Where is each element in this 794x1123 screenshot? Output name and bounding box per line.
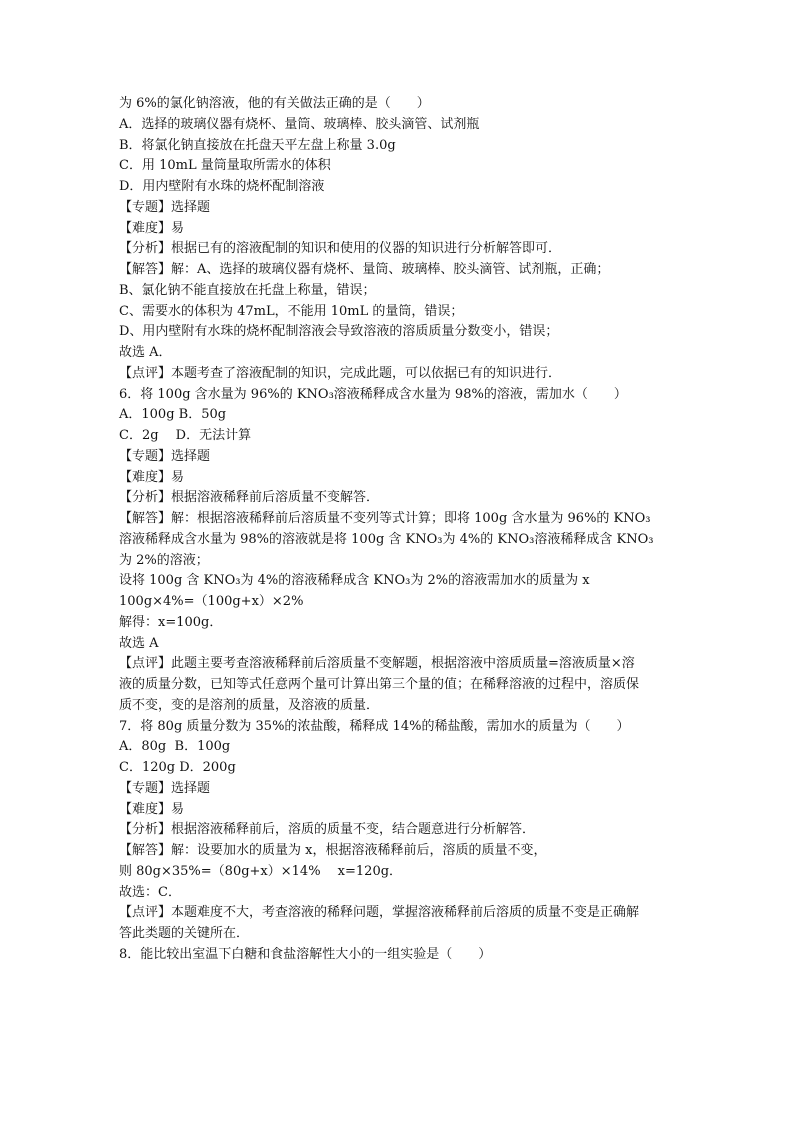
answer-line: B、氯化钠不能直接放在托盘上称量，错误； bbox=[119, 282, 376, 298]
option-line: C．用 10mL 量筒量取所需水的体积 bbox=[119, 158, 331, 174]
difficulty-line: 【难度】易 bbox=[119, 469, 185, 485]
text-line: 为 6%的氯化钠溶液，他的有关做法正确的是（ ） bbox=[119, 96, 430, 111]
question-8: 8．能比较出室温下白糖和食盐溶解性大小的一组实验是（ ） bbox=[119, 946, 492, 962]
option-line: C．2g D．无法计算 bbox=[119, 428, 252, 443]
answer-line: 【解答】解：A、选择的玻璃仪器有烧杯、量筒、玻璃棒、胶头滴管、试剂瓶，正确； bbox=[119, 262, 610, 277]
choice-line: 故选 A． bbox=[119, 345, 172, 360]
answer-line: 【解答】解：设要加水的质量为 x，根据溶液稀释前后，溶质的质量不变， bbox=[119, 843, 547, 858]
question-7: 7．将 80g 质量分数为 35%的浓盐酸，稀释成 14%的稀盐酸，需加水的质量为（ ） bbox=[119, 718, 630, 734]
analysis-line: 【分析】根据已有的溶液配制的知识和使用的仪器的知识进行分析解答即可． bbox=[119, 241, 562, 257]
option-line: C．120g D．200g bbox=[119, 760, 236, 775]
answer-line: 设将 100g 含 KNO₃为 4%的溶液稀释成含 KNO₃为 2%的溶液需加水的质量为 x bbox=[119, 573, 590, 589]
topic-line: 【专题】选择题 bbox=[119, 780, 211, 796]
solution-line: 解得：x=100g． bbox=[119, 614, 223, 630]
answer-line: D、用内壁附有水珠的烧杯配制溶液会导致溶液的溶质质量分数变小，错误； bbox=[119, 324, 559, 340]
equation-line: 则 80g×35%=（80g+x）×14% x=120g． bbox=[119, 863, 403, 879]
option-line: B．将氯化钠直接放在托盘天平左盘上称量 3.0g bbox=[119, 137, 396, 153]
analysis-line: 【分析】根据溶液稀释前后溶质量不变解答． bbox=[119, 490, 380, 506]
choice-line: 故选：C． bbox=[119, 884, 181, 900]
comment-line: 质不变，变的是溶剂的质量，及溶液的质量． bbox=[119, 697, 380, 713]
option-line: A．100g B．50g bbox=[119, 407, 227, 423]
document-body bbox=[119, 94, 679, 966]
comment-line: 【点评】本题考查了溶液配制的知识，完成此题，可以依据已有的知识进行． bbox=[119, 365, 562, 381]
answer-line: 【解答】解：根据溶液稀释前后溶质量不变列等式计算；即将 100g 含水量为 96%的 KNO₃ bbox=[119, 511, 651, 526]
answer-line: 为 2%的溶液； bbox=[119, 552, 209, 568]
answer-line: C、需要水的体积为 47mL，不能用 10mL 的量筒，错误； bbox=[119, 303, 464, 319]
comment-line: 【点评】此题主要考查溶液稀释前后溶质量不变解题，根据溶液中溶质质量=溶液质量×溶 bbox=[119, 656, 635, 672]
comment-line: 【点评】本题难度不大，考查溶液的稀释问题，掌握溶液稀释前后溶质的质量不变是正确解 bbox=[119, 905, 640, 921]
answer-line: 溶液稀释成含水量为 98%的溶液就是将 100g 含 KNO₃为 4%的 KNO₃溶液稀释成含 KNO₃ bbox=[119, 531, 654, 547]
option-line: A．80g B．100g bbox=[119, 739, 231, 755]
comment-line: 答此类题的关键所在． bbox=[119, 926, 250, 941]
option-line: A．选择的玻璃仪器有烧杯、量筒、玻璃棒、胶头滴管、试剂瓶 bbox=[119, 116, 480, 132]
topic-line: 【专题】选择题 bbox=[119, 448, 211, 464]
analysis-line: 【分析】根据溶液稀释前后，溶质的质量不变，结合题意进行分析解答． bbox=[119, 822, 536, 838]
topic-line: 【专题】选择题 bbox=[119, 199, 211, 215]
choice-line: 故选 A bbox=[119, 635, 159, 651]
comment-line: 液的质量分数，已知等式任意两个量可计算出第三个量的值；在稀释溶液的过程中，溶质保 bbox=[119, 677, 640, 692]
difficulty-line: 【难度】易 bbox=[119, 801, 185, 817]
difficulty-line: 【难度】易 bbox=[119, 220, 185, 236]
option-line: D．用内壁附有水珠的烧杯配制溶液 bbox=[119, 179, 325, 194]
equation-line: 100g×4%=（100g+x）×2% bbox=[119, 594, 304, 609]
question-6: 6．将 100g 含水量为 96%的 KNO₃溶液稀释成含水量为 98%的溶液，需加水（ ） bbox=[119, 386, 627, 402]
